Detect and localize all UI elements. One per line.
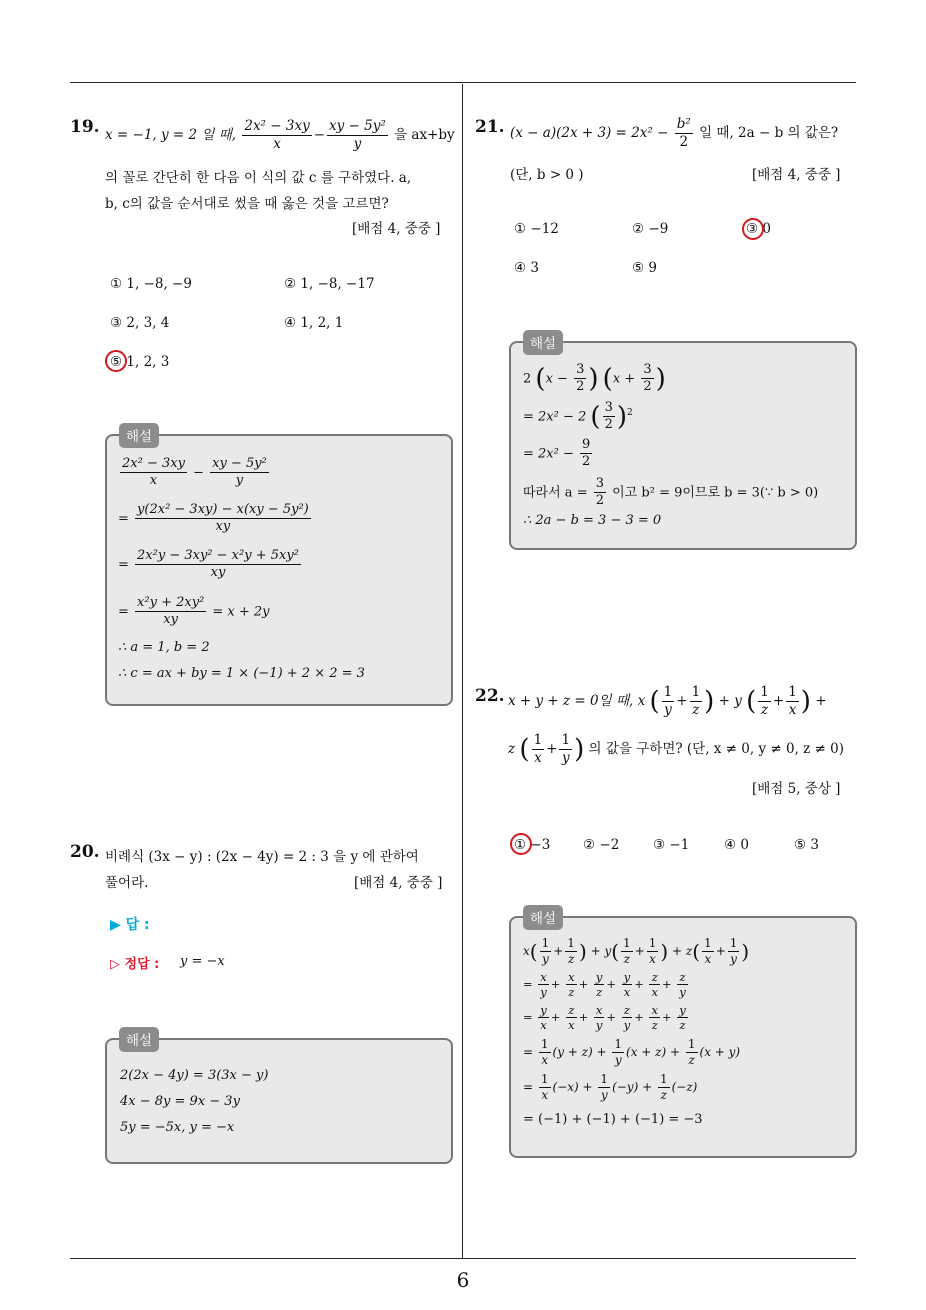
- frac-numerator: z: [622, 1003, 633, 1018]
- frac-numerator: 3: [603, 400, 615, 417]
- paren-open: (: [746, 686, 757, 717]
- frac-numerator: 3: [574, 362, 586, 379]
- paren-open: (: [590, 401, 601, 432]
- plus-sign: +: [815, 692, 827, 709]
- expr: + z: [672, 944, 693, 958]
- plus-sign: +: [634, 944, 645, 958]
- frac-denominator: 2: [582, 454, 591, 470]
- q20-correct-label: ▷ 정답 :: [110, 957, 160, 972]
- q19-line1-pre: x = −1, y = 2 일 때,: [105, 126, 237, 143]
- q21-sol-line4: [523, 476, 818, 510]
- frac-denominator: x: [273, 135, 281, 152]
- frac-numerator: 9: [580, 437, 592, 454]
- frac-denominator: z: [623, 952, 631, 966]
- frac-numerator: 3: [594, 476, 606, 493]
- paren-open: (: [519, 734, 530, 765]
- equals-sign: =: [118, 557, 129, 573]
- frac-numerator: b²: [676, 116, 691, 132]
- frac-numerator: 1: [614, 1037, 623, 1051]
- frac-denominator: xy: [215, 519, 231, 535]
- frac-denominator: z: [692, 701, 700, 718]
- frac-numerator: 2x²y − 3xy² − x²y + 5xy²: [135, 548, 301, 565]
- q19-line2: 의 꼴로 간단히 한 다음 이 식의 값 c 를 구하였다. a,: [105, 170, 412, 186]
- q21-sol-line1: [523, 362, 666, 396]
- answer-circle-mark: [742, 218, 764, 240]
- q21-sol-line3: [523, 437, 594, 471]
- plus-sign: +: [661, 1009, 672, 1024]
- var: x: [523, 944, 530, 958]
- frac-numerator: y: [623, 970, 631, 984]
- frac-numerator: y: [595, 970, 603, 984]
- q22-line2: [508, 732, 844, 767]
- frac-denominator: z: [567, 952, 575, 966]
- frac-denominator: y: [679, 985, 686, 1000]
- q19-choice-4[interactable]: ④ 1, 2, 1: [284, 315, 344, 331]
- frac-denominator: 2: [679, 133, 689, 150]
- q19-sol-line1: [118, 456, 271, 490]
- frac-denominator: y: [600, 1088, 608, 1102]
- equals-sign: =: [523, 1080, 534, 1094]
- frac-numerator: x: [540, 970, 547, 984]
- plus-sign: +: [578, 976, 589, 991]
- coefficient: 2: [523, 371, 532, 387]
- q21-line1-post: 일 때, 2a − b 의 값은?: [699, 124, 839, 141]
- answer-circle-mark: [510, 833, 532, 855]
- frac-denominator: 2: [576, 379, 585, 395]
- top-rule: [70, 82, 856, 83]
- paren-open: (: [611, 939, 620, 964]
- frac-denominator: y: [235, 473, 244, 489]
- expr: + y: [590, 944, 612, 958]
- q19-fraction-1: [242, 118, 311, 153]
- paren-open: (: [692, 939, 701, 964]
- page-number: 6: [456, 1268, 470, 1292]
- frac-denominator: x: [534, 749, 542, 766]
- plus-sign: +: [634, 1009, 644, 1024]
- frac-numerator: 1: [704, 936, 712, 950]
- q21-choice-1[interactable]: ① −12: [514, 221, 559, 237]
- expr: = 2x² − 2: [523, 409, 587, 425]
- frac-numerator: 1: [540, 1072, 549, 1086]
- q21-meta: [배점 4, 중중 ]: [752, 167, 841, 183]
- frac-numerator: 1: [687, 1037, 696, 1051]
- frac-denominator: z: [651, 1018, 658, 1033]
- frac-numerator: xy − 5y²: [329, 118, 386, 134]
- q19-sol-line4-post: = x + 2y: [212, 604, 270, 620]
- frac-numerator: x: [651, 1003, 658, 1017]
- q19-fraction-2: [327, 118, 388, 153]
- q22-choice-1[interactable]: ① −3: [514, 837, 551, 853]
- paren-open: (: [529, 939, 538, 964]
- q19-choice-2[interactable]: ② 1, −8, −17: [284, 276, 375, 292]
- q22-line2-post: 의 값을 구하면? (단, x ≠ 0, y ≠ 0, z ≠ 0): [588, 740, 845, 757]
- q20-correct-value: y = −x: [180, 954, 225, 969]
- frac-numerator: 1: [648, 936, 657, 950]
- frac-denominator: x: [623, 985, 631, 1000]
- frac-numerator: 1: [663, 684, 673, 700]
- q20-meta: [배점 4, 중중 ]: [354, 875, 443, 891]
- frac-denominator: x: [149, 473, 158, 489]
- q19-sol-line4: [118, 595, 270, 629]
- q19-line1-post: 을 ax+by: [394, 126, 455, 143]
- q21-line2: (단, b > 0 ): [510, 167, 584, 183]
- q20-line2: 풀어라.: [105, 875, 149, 891]
- frac-denominator: z: [660, 1088, 667, 1102]
- q19-sol-line6: ∴ c = ax + by = 1 × (−1) + 2 × 2 = 3: [118, 666, 365, 681]
- expr: (x + z) +: [626, 1045, 681, 1059]
- q22-choice-2[interactable]: ② −2: [583, 837, 620, 853]
- frac-denominator: y: [353, 135, 362, 152]
- q21-choice-5[interactable]: ⑤ 9: [632, 260, 657, 276]
- expr: (−z): [671, 1080, 698, 1094]
- plus-sign: +: [661, 976, 672, 991]
- expr: x +: [612, 371, 636, 387]
- paren-close: ): [655, 363, 666, 394]
- q21-choice-4[interactable]: ④ 3: [514, 260, 539, 276]
- paren-close: ): [574, 734, 585, 765]
- plus-sign: +: [553, 944, 564, 958]
- frac-numerator: 1: [600, 1072, 609, 1086]
- paren-close: ): [741, 939, 750, 964]
- frac-denominator: y: [542, 952, 549, 966]
- frac-numerator: z: [677, 970, 688, 985]
- equals-sign: =: [118, 511, 129, 527]
- q19-choice-3[interactable]: ③ 2, 3, 4: [110, 315, 170, 331]
- frac-denominator: y: [540, 985, 547, 1000]
- frac-numerator: y(2x² − 3xy) − x(xy − 5y²): [135, 502, 311, 519]
- frac-denominator: y: [730, 952, 737, 966]
- plus-sign: +: [550, 1009, 561, 1024]
- plus-sign: +: [606, 1009, 617, 1024]
- frac-denominator: z: [596, 985, 603, 1000]
- q22-choice-3[interactable]: ③ −1: [653, 837, 690, 853]
- frac-denominator: xy: [163, 612, 178, 628]
- frac-denominator: x: [704, 952, 712, 966]
- exponent: 2: [627, 407, 633, 418]
- expr: + y: [718, 692, 742, 709]
- q21-choice-2[interactable]: ② −9: [632, 221, 669, 237]
- plus-sign: +: [578, 1009, 589, 1024]
- frac-denominator: x: [651, 985, 658, 1000]
- q20-sol-line1: 2(2x − 4y) = 3(3x − y): [120, 1068, 269, 1083]
- frac-numerator: 2x² − 3xy: [120, 456, 187, 473]
- plus-sign: +: [606, 976, 617, 991]
- q21-sol-line5: ∴ 2a − b = 3 − 3 = 0: [523, 513, 662, 528]
- q20-explanation-tag: 해설: [119, 1027, 159, 1052]
- q19-sol-line3: [118, 548, 303, 582]
- frac-numerator: z: [566, 1003, 577, 1018]
- plus-sign: +: [715, 944, 726, 958]
- frac-denominator: x: [568, 1018, 575, 1033]
- frac-denominator: x: [649, 952, 656, 966]
- q20-sol-line3: 5y = −5x, y = −x: [120, 1120, 235, 1135]
- frac-numerator: 1: [729, 936, 738, 950]
- plus-sign: +: [546, 740, 558, 757]
- expr: (−x) +: [552, 1080, 593, 1094]
- equals-sign: =: [523, 976, 533, 991]
- plus-sign: +: [634, 976, 644, 991]
- q22-number: 22.: [475, 686, 505, 706]
- frac-numerator: x²y + 2xy²: [135, 595, 206, 612]
- expr: = 2x² −: [523, 446, 574, 462]
- expr: (x + y): [699, 1045, 741, 1059]
- minus-sign: −: [193, 465, 204, 481]
- frac-denominator: 2: [643, 379, 652, 395]
- frac-denominator: x: [540, 1018, 547, 1033]
- q22-choice-4[interactable]: ④ 0: [724, 837, 749, 853]
- frac-denominator: z: [568, 985, 575, 1000]
- equals-sign: =: [523, 1009, 533, 1024]
- expr: (y + z) +: [552, 1045, 607, 1059]
- q21-explanation-tag: 해설: [523, 330, 563, 355]
- paren-open: (: [602, 363, 613, 394]
- frac-denominator: 2: [604, 417, 613, 433]
- frac-denominator: 2: [595, 493, 605, 509]
- paren-close: ): [660, 939, 669, 964]
- frac-denominator: y: [623, 1018, 631, 1033]
- expr: (−y) +: [612, 1080, 653, 1094]
- paren-close: ): [800, 686, 811, 717]
- frac-numerator: x: [568, 970, 575, 984]
- frac-numerator: 1: [561, 732, 571, 748]
- q22-sol-line3: [523, 1003, 690, 1033]
- expr: x −: [545, 371, 568, 387]
- paren-close: ): [588, 363, 599, 394]
- minus-sign: −: [313, 126, 326, 143]
- q21-line1: [510, 116, 838, 151]
- frac-numerator: 2x² − 3xy: [244, 118, 310, 134]
- frac-denominator: z: [679, 1018, 686, 1033]
- q22-line1: [508, 684, 827, 719]
- q22-sol-line6: = (−1) + (−1) + (−1) = −3: [523, 1112, 703, 1127]
- paren-open: (: [535, 363, 546, 394]
- frac-denominator: y: [595, 1018, 603, 1033]
- frac-denominator: x: [541, 1053, 549, 1067]
- q21-choice-3[interactable]: ③ 0: [746, 221, 771, 237]
- q19-number: 19.: [70, 117, 100, 137]
- column-divider: [462, 84, 463, 1258]
- equals-sign: =: [523, 1045, 534, 1059]
- frac-denominator: x: [788, 701, 797, 718]
- q22-explanation-tag: 해설: [523, 905, 563, 930]
- frac-numerator: 1: [541, 936, 550, 950]
- q22-line1-pre: x + y + z = 0일 때, x: [508, 692, 646, 709]
- frac-denominator: y: [561, 749, 570, 766]
- q22-sol-line4: [523, 1037, 740, 1068]
- frac-numerator: 3: [641, 362, 653, 379]
- q22-choice-5[interactable]: ⑤ 3: [794, 837, 819, 853]
- frac-numerator: 1: [533, 732, 543, 748]
- q20-sol-line2: 4x − 8y = 9x − 3y: [120, 1094, 240, 1109]
- q19-explanation-tag: 해설: [119, 423, 159, 448]
- expr: 이고 b² = 9이므로 b = 3(∵ b > 0): [612, 485, 819, 501]
- plus-sign: +: [772, 692, 785, 709]
- paren-close: ): [578, 939, 587, 964]
- q22-sol-line2: [523, 970, 690, 1000]
- frac-denominator: z: [688, 1053, 695, 1067]
- paren-open: (: [649, 686, 660, 717]
- frac-numerator: 1: [540, 1037, 549, 1051]
- q22-sol-line5: [523, 1072, 697, 1103]
- plus-sign: +: [550, 976, 561, 991]
- q21-sol-line2: [523, 400, 633, 434]
- q22-meta: [배점 5, 중상 ]: [752, 781, 841, 797]
- q20-answer-label: ▶ 답 :: [110, 917, 150, 933]
- frac-numerator: 1: [659, 1072, 668, 1086]
- frac-denominator: xy: [210, 565, 226, 581]
- answer-circle-mark: [105, 350, 127, 372]
- frac-numerator: z: [649, 970, 660, 985]
- frac-denominator: z: [761, 701, 769, 718]
- frac-numerator: 1: [788, 684, 797, 700]
- frac-denominator: x: [541, 1088, 549, 1102]
- q19-sol-line2: [118, 502, 313, 536]
- frac-numerator: x: [595, 1003, 603, 1017]
- q19-line1: [105, 118, 455, 153]
- q19-line3: b, c의 값을 순서대로 썼을 때 옳은 것을 고르면?: [105, 196, 389, 212]
- frac-numerator: 1: [567, 936, 575, 950]
- frac-numerator: xy − 5y²: [210, 456, 269, 473]
- frac-numerator: 1: [623, 936, 631, 950]
- plus-sign: +: [676, 692, 688, 709]
- frac-numerator: 1: [760, 684, 769, 700]
- frac-numerator: 1: [691, 684, 701, 700]
- q21-number: 21.: [475, 117, 505, 137]
- frac-denominator: y: [614, 1053, 622, 1067]
- expr: 따라서 a =: [523, 485, 588, 501]
- bottom-rule: [70, 1258, 856, 1259]
- q21-line1-pre: (x − a)(2x + 3) = 2x² −: [510, 124, 669, 141]
- q19-meta: [배점 4, 중중 ]: [352, 221, 441, 237]
- q19-choice-5[interactable]: ⑤ 1, 2, 3: [110, 354, 170, 370]
- q22-sol-line1: [523, 936, 749, 967]
- frac-numerator: y: [540, 1003, 547, 1017]
- q19-choice-1[interactable]: ① 1, −8, −9: [110, 276, 192, 292]
- q20-number: 20.: [70, 842, 100, 862]
- equals-sign: =: [118, 604, 129, 620]
- frac-denominator: y: [664, 701, 672, 718]
- paren-close: ): [616, 401, 628, 432]
- paren-close: ): [704, 686, 715, 717]
- expr: z: [508, 740, 516, 757]
- frac-numerator: y: [679, 1003, 686, 1017]
- q19-sol-line5: ∴ a = 1, b = 2: [118, 640, 210, 655]
- q20-line1: 비례식 (3x − y) : (2x − 4y) = 2 : 3 을 y 에 관하여: [105, 849, 419, 865]
